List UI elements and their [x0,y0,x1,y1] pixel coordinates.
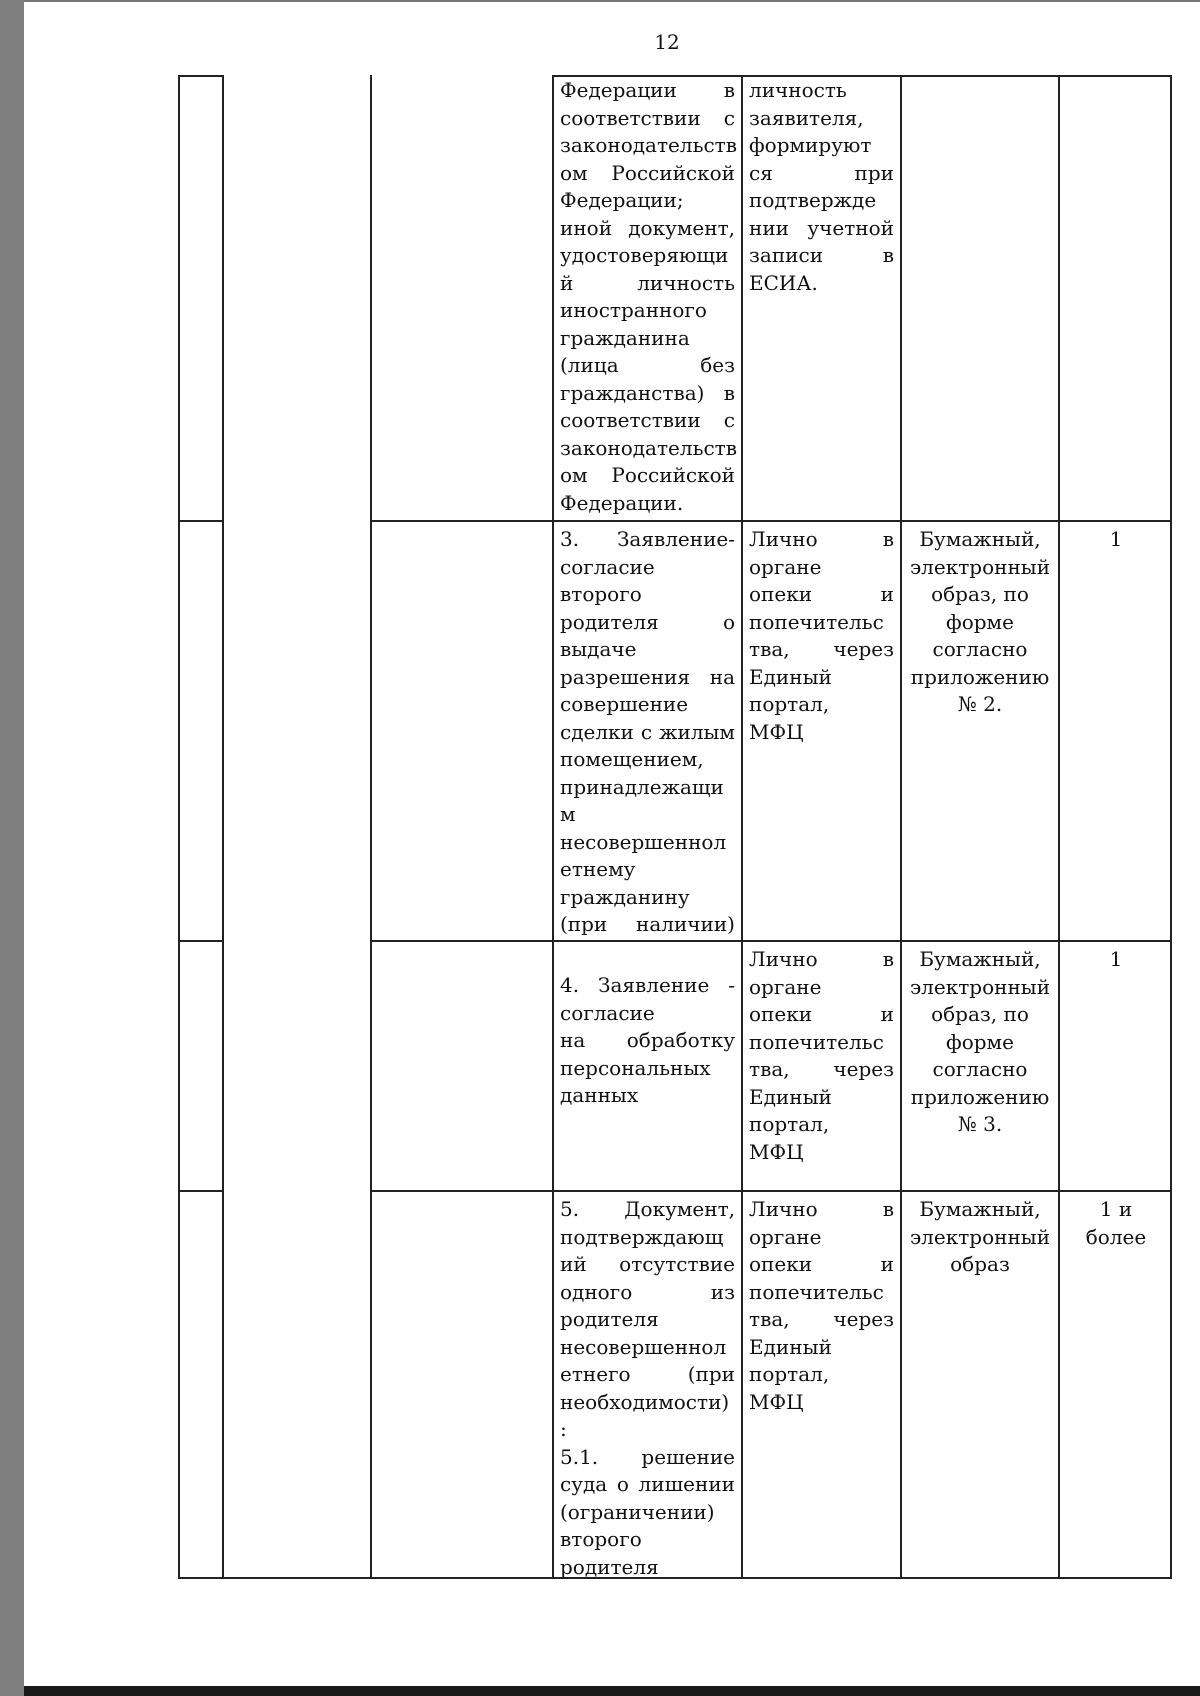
cell-line: заявителя, [749,105,864,130]
cell-line: данных [560,1083,639,1107]
document-name-cell [560,972,735,1110]
cell-line: родителя [560,1554,659,1579]
table-border-left [178,75,180,1577]
cell-line: Лично в [749,527,894,551]
cell-line: МФЦ [749,1139,804,1164]
cell-line: Бумажный, [919,947,1041,971]
document-name-cell [560,1196,735,1581]
cell-line: согласие [560,554,655,579]
cell-line: совершение [560,692,689,716]
cell-line: несовершеннол [560,1334,727,1359]
cell-line: ЕСИА. [749,270,818,295]
submission-method-cell [749,1196,894,1416]
cell-line: опеки и [749,1252,894,1276]
cell-line: портал, [749,1362,830,1386]
cell-line: (лица без [560,353,735,377]
cell-line: сделки с жилым [560,719,735,744]
cell-line: на обработку [560,1028,735,1052]
cell-line: № 3. [957,1112,1003,1136]
submission-method-cell [749,526,894,746]
cell-line: согласно [932,637,1028,661]
scan-left-margin [0,0,24,1696]
cell-line: нии учетной [749,215,894,240]
cell-line: Единый [749,1084,832,1109]
cell-line: подтверждающ [560,1224,724,1249]
scan-top-edge [24,0,1200,2]
cell-line: тва, через [749,637,894,661]
cell-line: иностранного [560,298,707,322]
cell-line: Лично в [749,947,894,971]
cell-line: попечительс [749,1029,884,1054]
cell-line: портал, [749,692,830,716]
row-divider [178,520,223,522]
document-count-cell [1066,946,1166,974]
cell-line: соответствии с [560,408,735,432]
cell-line: выдаче [560,637,637,661]
cell-line: разрешения на [560,664,735,689]
cell-line: формируют [749,133,872,157]
cell-line: Лично в [749,1197,894,1221]
cell-line: приложению [910,664,1050,689]
cell-line: етнего (при [560,1362,735,1386]
cell-line: персональных [560,1055,711,1080]
cell-line: второго [560,1527,642,1551]
cell-line: электронный [909,1224,1051,1249]
cell-line: иной документ, [560,215,735,240]
submission-method-cell [749,946,894,1166]
cell-line: органе [749,1224,822,1249]
cell-line: удостоверяющи [560,243,729,267]
cell-line: образ, по [931,1002,1029,1026]
row-divider [370,940,1172,942]
cell-line: образ, по [931,582,1029,606]
cell-line: попечительс [749,609,884,634]
column-divider [222,75,224,1577]
cell-line: 3. Заявление- [560,527,735,551]
cell-line: попечительс [749,1279,884,1304]
cell-line: органе [749,554,822,579]
cell-line: й личность [560,270,735,295]
cell-line: форме [946,1029,1014,1054]
cell-line: более [1085,1224,1147,1249]
row-divider [370,1190,1172,1192]
cell-line: принадлежащи [560,774,724,799]
cell-line: гражданства) в [560,380,735,405]
column-divider [370,75,372,1577]
cell-line: электронный [909,974,1051,999]
cell-line: № 2. [957,692,1003,716]
cell-line: етнему [560,857,636,881]
row-divider [370,520,1172,522]
cell-line: опеки и [749,582,894,606]
document-name-cell [560,77,738,517]
cell-line: МФЦ [749,1389,804,1414]
cell-line: подтвержде [749,188,877,212]
page-number: 12 [654,30,680,54]
cell-line: форме [946,609,1014,634]
column-divider [900,75,902,1577]
cell-line: приложению [910,1084,1050,1109]
cell-line: (ограничении) [560,1499,715,1524]
cell-line: несовершеннол [560,829,727,854]
cell-line: опеки и [749,1002,894,1026]
document-form-cell [908,1196,1052,1279]
cell-line: ся при [749,160,894,185]
row-divider [178,75,223,77]
cell-line: Единый [749,664,832,689]
cell-line: 5.1. решение [560,1444,735,1469]
cell-line: Федерации; [560,188,684,212]
cell-line: 5. Документ, [560,1197,735,1221]
document-count-cell [1066,526,1166,554]
cell-line: помещением, [560,747,704,771]
cell-line: образ [950,1252,1010,1276]
cell-line: : [560,1417,567,1441]
column-divider [552,75,554,1577]
row-divider [178,940,223,942]
cell-line: 4. Заявление - [560,973,735,997]
cell-line: одного из [560,1279,735,1304]
cell-line: Федерации. [560,490,684,515]
cell-line: тва, через [749,1057,894,1081]
cell-line: (при наличии) [560,912,735,936]
cell-line: МФЦ [749,719,804,744]
cell-line: согласно [932,1057,1028,1081]
cell-line: ий отсутствие [560,1252,735,1276]
cell-line: законодательств [560,133,738,157]
submission-method-cell [749,77,894,297]
cell-line: записи в [749,243,894,267]
document-form-cell [908,526,1052,719]
document-name-cell [560,526,735,939]
row-divider [178,1190,223,1192]
cell-line: Бумажный, [919,1197,1041,1221]
cell-line: законодательств [560,435,738,460]
cell-line: Бумажный, [919,527,1041,551]
cell-line: органе [749,974,822,999]
cell-line: ом Российской [560,160,735,185]
document-count-cell [1066,1196,1166,1251]
cell-line: согласие [560,1000,655,1025]
column-divider [1058,75,1060,1577]
cell-line: второго [560,582,642,606]
cell-line: электронный [909,554,1051,579]
cell-line: родителя [560,1307,659,1331]
column-divider [741,75,743,1577]
cell-line: соответствии с [560,105,735,130]
cell-line: личность [749,78,847,102]
cell-line: гражданину [560,884,690,909]
document-form-cell [908,946,1052,1139]
cell-line: родителя о [560,609,735,634]
cell-line: 1 [1109,527,1123,551]
cell-line: ом Российской [560,463,735,487]
table-border-right [1170,75,1172,1577]
cell-line: Федерации в [560,78,735,102]
cell-line: м [560,802,576,826]
cell-line: суда о лишении [560,1472,735,1496]
cell-line: портал, [749,1112,830,1136]
cell-line: 1 и [1099,1197,1133,1221]
scan-bottom-edge [24,1686,1200,1696]
cell-line: тва, через [749,1307,894,1331]
cell-line: гражданина [560,325,690,350]
cell-line: необходимости) [560,1389,730,1414]
cell-line: 1 [1109,947,1123,971]
cell-line: Единый [749,1334,832,1359]
